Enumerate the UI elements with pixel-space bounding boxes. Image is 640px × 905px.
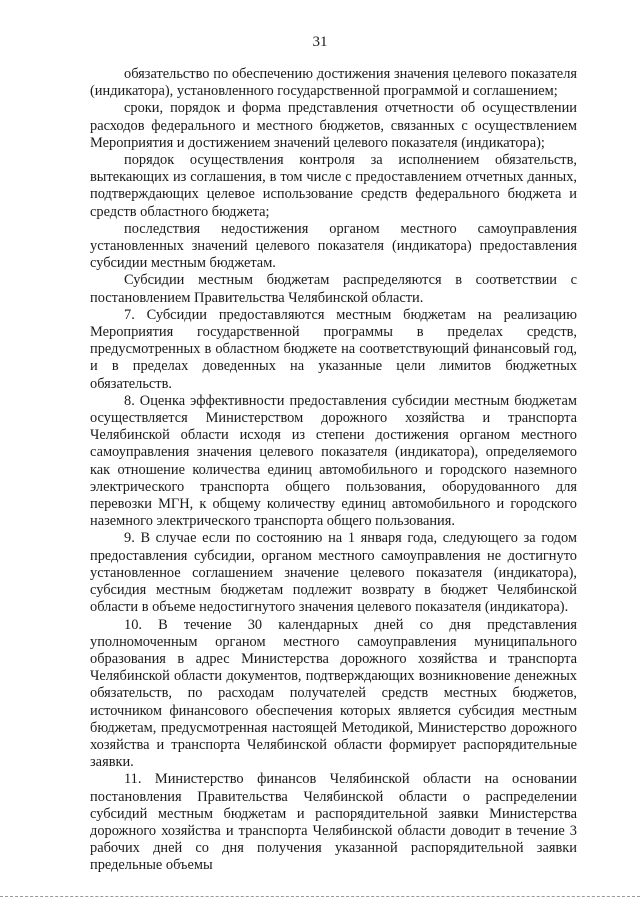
paragraph-item-10: 10. В течение 30 календарных дней со дня представления уполномоченным органом местного самоуправления муниципального образования в адрес Министерства дорожного хозяйства и транспорта Челябинской области документов, подтверждающих возникновение денежных обязательств, по расходам получателей средств местных бюджетов, источником финансового обеспечения которых является субсидия местным бюджетам, предусмотренная настоящей Методикой, Министерство дорожного хозяйства и транспорта Челябинской области формирует распорядительные заявки.	[90, 616, 577, 771]
paragraph-non-achievement-consequences: последствия недостижения органом местного самоуправления установленных значений целевого показателя (индикатора) предоставления субсидии местным бюджетам.	[90, 220, 577, 272]
scan-edge-divider	[0, 896, 640, 897]
paragraph-item-9: 9. В случае если по состоянию на 1 января года, следующего за годом предоставления субсидии, органом местного самоуправления не достигнуто установленное соглашением значение целевого показателя (индикатора), субсидия местным бюджетам подлежит возврату в бюджет Челябинской области в объеме недостигнутого значения целевого показателя (индикатора).	[90, 530, 577, 616]
paragraph-item-11: 11. Министерство финансов Челябинской области на основании постановления Правительства Челябинской области о распределении субсидий местным бюджетам и распорядительной заявки Министерства дорожного хозяйства и транспорта Челябинской области доводит в течение 3 рабочих дней со дня получения указанной распорядительной заявки предельные объемы	[90, 771, 577, 874]
paragraph-reporting-terms: сроки, порядок и форма представления отчетности об осуществлении расходов федерального и местного бюджетов, связанных с осуществлением Мероприятия и достижением значений целевого показателя (индикатора);	[90, 100, 577, 151]
paragraph-obligation-target-indicator: обязательство по обеспечению достижения значения целевого показателя (индикатора), установленного государственной программой и соглашением;	[90, 66, 577, 100]
paragraph-subsidy-distribution: Субсидии местным бюджетам распределяются в соответствии с постановлением Правительства Челябинской области.	[90, 272, 577, 306]
paragraph-item-8: 8. Оценка эффективности предоставления субсидии местным бюджетам осуществляется Министерством дорожного хозяйства и транспорта Челябинской области исходя из степени достижения органом местного самоуправления значения целевого показателя (индикатора), определяемого как отношение количества единиц автомобильного и городского наземного электрического транспорта общего пользования, оборудованного для перевозки МГН, к общему количеству единиц автомобильного и городского наземного электрического транспорта общего пользования.	[90, 392, 577, 530]
document-body	[90, 66, 577, 875]
paragraph-item-7: 7. Субсидии предоставляются местным бюджетам на реализацию Мероприятия государственной программы в пределах средств, предусмотренных в областном бюджете на соответствующий финансовый год, и в пределах доведенных на указанные цели лимитов бюджетных обязательств.	[90, 306, 577, 392]
page-number: 31	[312, 34, 328, 50]
paragraph-control-procedure: порядок осуществления контроля за исполнением обязательств, вытекающих из соглашения, в том числе с предоставлением отчетных данных, подтверждающих целевое использование средств федерального бюджета и средств областного бюджета;	[90, 152, 577, 220]
